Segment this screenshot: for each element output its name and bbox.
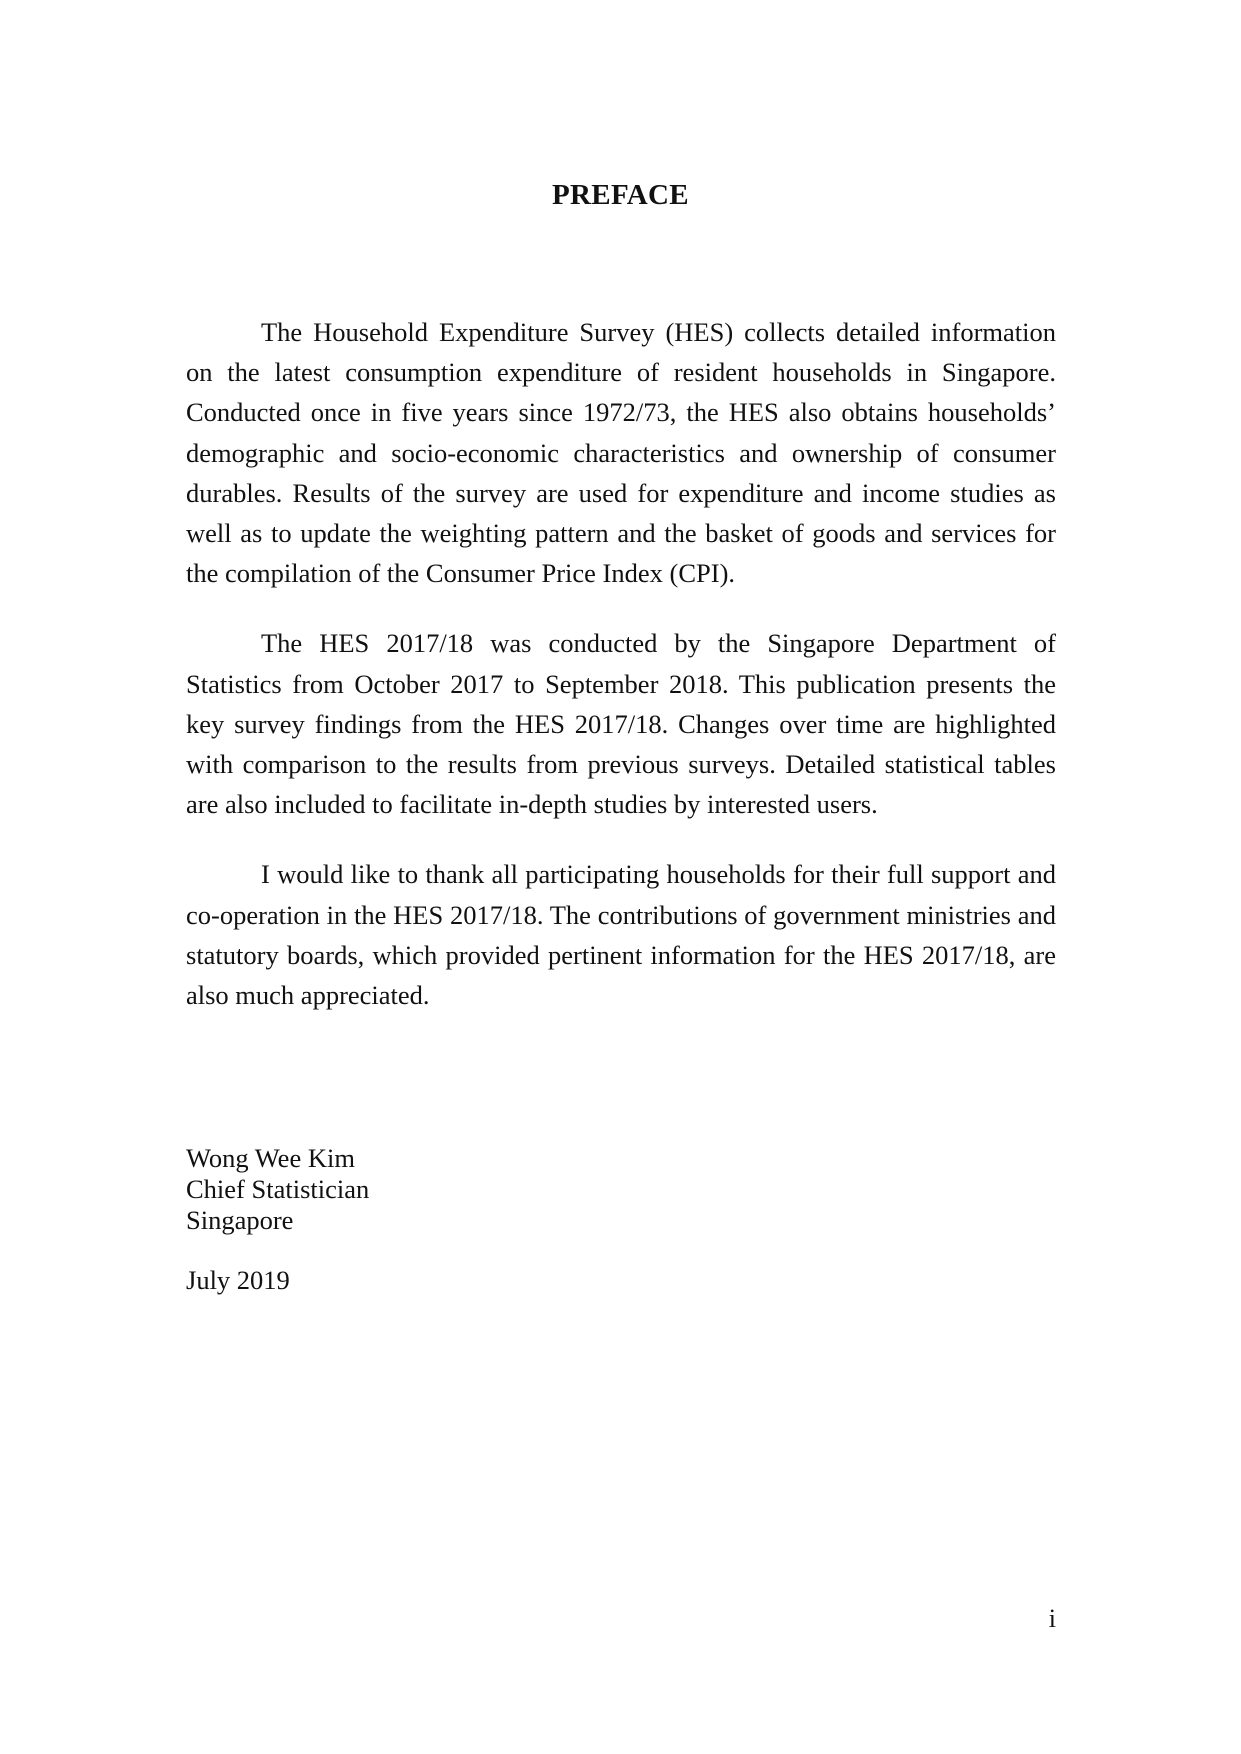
page-number: i (1048, 1604, 1056, 1633)
paragraph-intro: The Household Expenditure Survey (HES) collects detailed information on the latest consumption expenditure of resident households in Singapore. Conducted once in five years since 1972/73, the HES also obtains households’ demographic and socio-economic characteristics and ownership of consumer durables. Results of the survey are used for expenditure and income studies as well as to update the weighting pattern and the basket of goods and services for the compilation of the Consumer Price Index (CPI). (186, 317, 1056, 589)
paragraph-acknowledgement: I would like to thank all participating households for their full support and co-operation in the HES 2017/18. The contributions of government ministries and statutory boards, which provided pertinent information for the HES 2017/18, are also much appreciated. (186, 859, 1056, 1011)
signature-block (186, 1143, 369, 1236)
signatory-name: Wong Wee Kim (186, 1143, 355, 1173)
paragraph-survey-conduct: The HES 2017/18 was conducted by the Singapore Department of Statistics from October 2017 to September 2018. This publication presents the key survey findings from the HES 2017/18. Changes over time are highlighted with comparison to the results from previous surveys. Detailed statistical tables are also included to facilitate in-depth studies by interested users. (186, 628, 1056, 820)
signatory-position: Chief Statistician (186, 1174, 370, 1204)
publication-date: July 2019 (186, 1265, 290, 1295)
preface-body (186, 312, 1056, 1045)
signatory-location: Singapore (186, 1205, 294, 1235)
page-title: PREFACE (552, 179, 689, 211)
